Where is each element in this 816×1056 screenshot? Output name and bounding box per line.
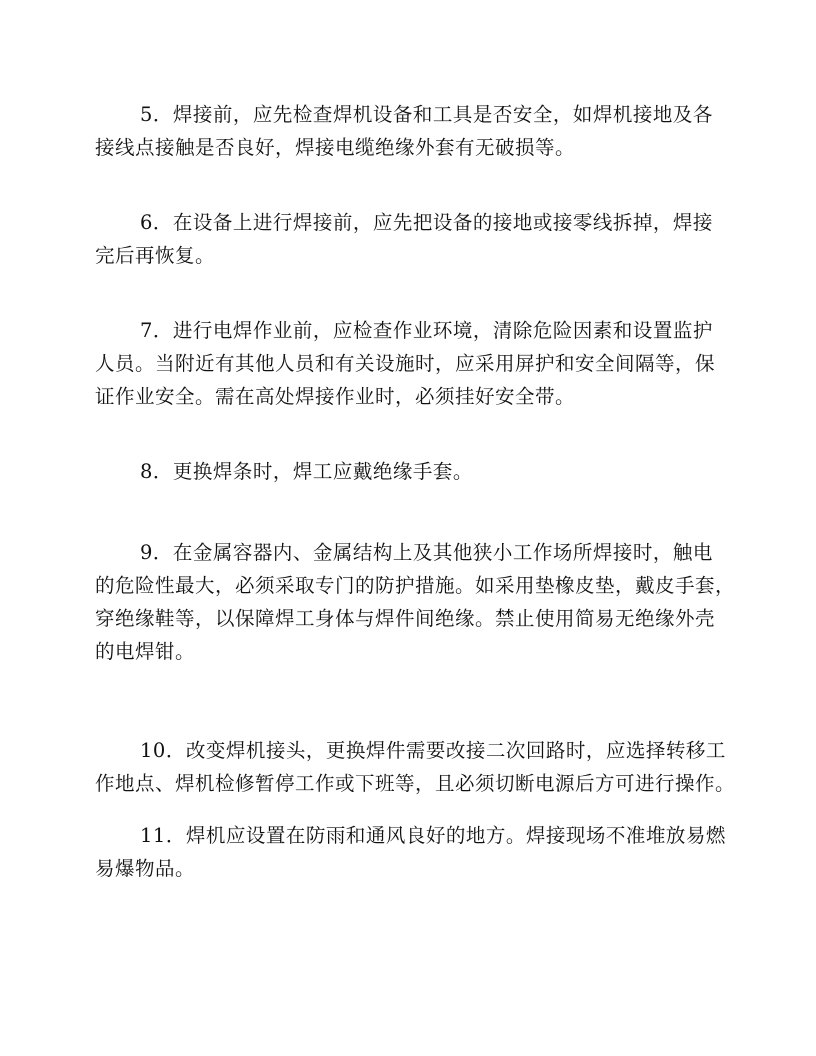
text-line: 10．改变焊机接头，更换焊件需要改接二次回路时，应选择转移工 bbox=[140, 739, 726, 762]
text-line: 人员。当附近有其他人员和有关设施时，应采用屏护和安全间隔等，保 bbox=[95, 352, 716, 375]
text-line: 9．在金属容器内、金属结构上及其他狭小工作场所焊接时，触电 bbox=[140, 541, 713, 564]
text-line: 8．更换焊条时，焊工应戴绝缘手套。 bbox=[140, 460, 473, 483]
text-line: 作地点、焊机检修暂停工作或下班等，且必须切断电源后方可进行操作。 bbox=[95, 772, 736, 795]
text-line: 的危险性最大，必须采取专门的防护措施。如采用垫橡皮垫，戴皮手套， bbox=[95, 574, 736, 597]
text-line: 5．焊接前，应先检查焊机设备和工具是否安全，如焊机接地及各 bbox=[140, 103, 713, 126]
text-line: 证作业安全。需在高处焊接作业时，必须挂好安全带。 bbox=[95, 385, 576, 408]
text-line: 完后再恢复。 bbox=[95, 244, 216, 267]
text-line: 7．进行电焊作业前，应检查作业环境，清除危险因素和设置监护 bbox=[140, 319, 713, 342]
text-line: 接线点接触是否良好，焊接电缆绝缘外套有无破损等。 bbox=[95, 136, 576, 159]
text-line: 6．在设备上进行焊接前，应先把设备的接地或接零线拆掉，焊接 bbox=[140, 211, 713, 234]
text-line: 易爆物品。 bbox=[95, 857, 196, 880]
text-line: 11．焊机应设置在防雨和通风良好的地方。焊接现场不准堆放易燃 bbox=[140, 824, 726, 847]
text-line: 穿绝缘鞋等，以保障焊工身体与焊件间绝缘。禁止使用简易无绝缘外壳 bbox=[95, 607, 716, 630]
text-line: 的电焊钳。 bbox=[95, 640, 196, 663]
